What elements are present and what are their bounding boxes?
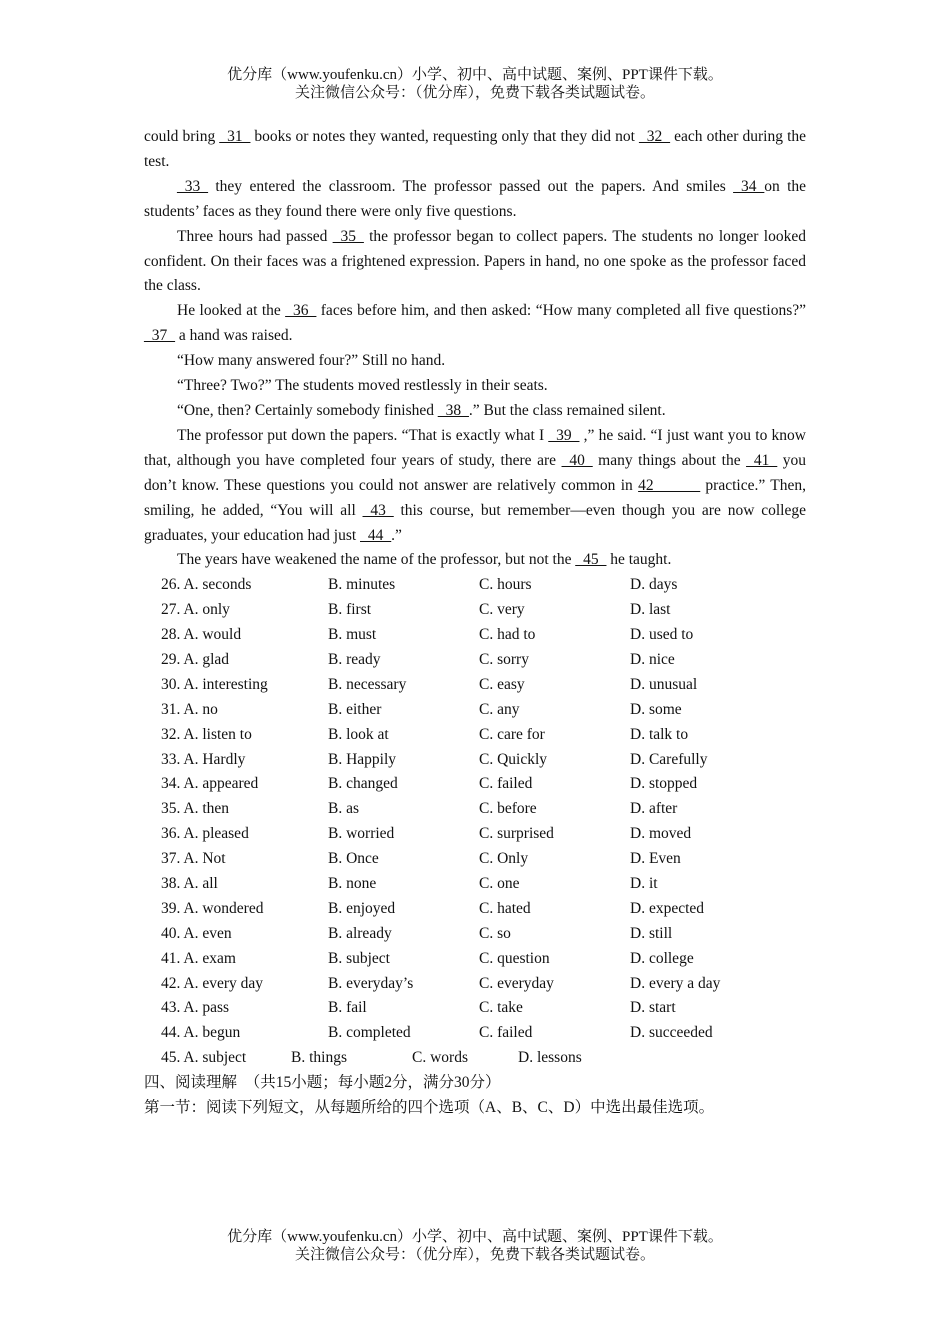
- option-choice: D. moved: [630, 825, 692, 843]
- passage-text: on the students’ faces as they found there were only five questions.: [144, 177, 806, 220]
- option-choice: B. things: [291, 1049, 347, 1067]
- option-choice: C. question: [479, 949, 550, 967]
- passage-text: you don’t know. These questions you could not answer are relatively common in: [144, 451, 806, 494]
- option-choice: D. Carefully: [630, 750, 708, 768]
- option-row: [144, 822, 806, 847]
- answer-blank: _41_: [746, 451, 778, 469]
- answer-blank: _38_: [437, 401, 469, 419]
- option-choice: 33. A. Hardly: [161, 750, 246, 768]
- option-choice: D. college: [630, 949, 694, 967]
- section-title: 四、阅读理解 （共15小题；每小题2分，满分30分）: [144, 1074, 501, 1092]
- answer-blank: _37_: [144, 327, 175, 345]
- option-row: [144, 947, 806, 972]
- passage-text: ,” he said. “I just want you to know that, although you have completed four years of study, there are: [144, 426, 806, 469]
- page-header: [0, 66, 950, 102]
- option-choice: C. surprised: [479, 825, 554, 843]
- option-choice: C. failed: [479, 775, 533, 793]
- passage-text: the professor began to collect papers. The students no longer looked confident. On their faces was a frightened expression. Papers in hand, no one spoke as the professor faced the class.: [144, 227, 806, 295]
- passage-text: The years have weakened the name of the professor, but not the: [177, 551, 576, 569]
- passage-text: each other during the test.: [144, 128, 806, 170]
- option-choice: C. any: [479, 700, 520, 718]
- option-choice: 31. A. no: [161, 700, 218, 718]
- option-choice: B. enjoyed: [328, 899, 396, 917]
- passage-paragraph: [144, 399, 806, 424]
- option-choice: 39. A. wondered: [161, 899, 264, 917]
- option-choice: C. one: [479, 875, 520, 892]
- option-row: [144, 897, 806, 922]
- section-instruction: 第一节：阅读下列短文，从每题所给的四个选项（A、B、C、D）中选出最佳选项。: [144, 1099, 715, 1117]
- answer-blank: _39_: [548, 426, 580, 444]
- option-row: [144, 598, 806, 623]
- option-choice: 42. A. every day: [161, 974, 264, 992]
- option-row: [144, 772, 806, 797]
- option-choice: B. first: [328, 601, 372, 619]
- option-choice: D. used to: [630, 626, 694, 644]
- option-choice: D. unusual: [630, 675, 698, 693]
- option-choice: 26. A. seconds: [161, 576, 252, 594]
- passage-text: .”: [391, 526, 402, 544]
- passage-text: .” But the class remained silent.: [468, 401, 666, 419]
- option-choice: 36. A. pleased: [161, 825, 249, 843]
- answer-blank: _33_: [177, 177, 208, 195]
- option-row: [144, 922, 806, 947]
- passage-text: practice.” Then, smiling, he added, “You will all: [144, 476, 807, 519]
- option-choice: 30. A. interesting: [161, 675, 268, 693]
- passage-text: “Three? Two?” The students moved restlessly in their seats.: [177, 377, 548, 395]
- option-choice: B. look at: [328, 725, 389, 743]
- option-choice: 34. A. appeared: [161, 775, 259, 793]
- passage-text: could bring: [144, 128, 220, 145]
- option-choice: 44. A. begun: [161, 1024, 241, 1042]
- passage-text: “One, then? Certainly somebody finished: [177, 401, 438, 419]
- passage-paragraph: [144, 424, 806, 549]
- passage-text: The professor put down the papers. “That is exactly what I: [177, 426, 549, 444]
- option-row: [144, 698, 806, 723]
- passage-paragraph: [144, 125, 806, 175]
- answer-blank: _31_: [219, 128, 251, 145]
- option-choice: B. must: [328, 626, 377, 644]
- answer-options: [144, 573, 806, 1071]
- option-choice: D. last: [630, 601, 671, 619]
- option-choice: 40. A. even: [161, 924, 232, 942]
- footer-site-line: 优分库（www.youfenku.cn）小学、初中、高中试题、案例、PPT课件下载。: [227, 1229, 723, 1245]
- option-choice: 38. A. all: [161, 875, 218, 892]
- option-choice: 41. A. exam: [161, 949, 236, 967]
- option-choice: D. lessons: [518, 1049, 582, 1067]
- option-choice: B. already: [328, 924, 392, 942]
- option-choice: B. as: [328, 800, 359, 818]
- answer-blank: _35_: [332, 227, 364, 245]
- option-choice: C. very: [479, 601, 525, 619]
- option-choice: C. sorry: [479, 650, 529, 668]
- passage-paragraph: [144, 299, 806, 349]
- answer-blank: _44_: [360, 526, 392, 544]
- option-row: [144, 847, 806, 872]
- option-row: [144, 748, 806, 773]
- answer-blank: _40_: [561, 451, 593, 469]
- option-choice: C. Only: [479, 850, 529, 868]
- passage-paragraph: [144, 548, 806, 573]
- option-choice: C. had to: [479, 626, 536, 644]
- page-footer: [0, 1228, 950, 1264]
- option-choice: B. Happily: [328, 750, 397, 768]
- passage-text: books or notes they wanted, requesting only that they did not: [250, 128, 640, 145]
- option-choice: B. Once: [328, 850, 379, 868]
- option-choice: B. either: [328, 700, 382, 718]
- passage-text: this course, but remember—even though you are now college graduates, your education had just: [144, 501, 806, 544]
- passage-text: a hand was raised.: [175, 327, 293, 345]
- option-choice: B. minutes: [328, 576, 396, 594]
- option-choice: B. subject: [328, 949, 390, 967]
- option-choice: 43. A. pass: [161, 999, 230, 1017]
- option-choice: B. worried: [328, 825, 395, 843]
- passage-paragraph: [144, 374, 806, 399]
- option-choice: C. easy: [479, 675, 525, 693]
- cloze-passage: [144, 125, 806, 573]
- option-choice: D. Even: [630, 850, 681, 868]
- option-row: [144, 723, 806, 748]
- option-choice: D. expected: [630, 899, 705, 917]
- option-choice: C. Quickly: [479, 750, 548, 768]
- option-row: [144, 673, 806, 698]
- option-choice: B. necessary: [328, 675, 407, 693]
- passage-text: many things about the: [592, 451, 747, 469]
- option-choice: 35. A. then: [161, 800, 230, 818]
- option-row: [144, 996, 806, 1021]
- passage-text: he taught.: [606, 551, 672, 569]
- option-choice: D. every a day: [630, 974, 721, 992]
- option-choice: C. take: [479, 999, 523, 1017]
- option-choice: B. completed: [328, 1024, 411, 1042]
- passage-paragraph: [144, 349, 806, 374]
- option-choice: 45. A. subject: [161, 1049, 247, 1067]
- option-row: [144, 648, 806, 673]
- option-choice: D. days: [630, 576, 678, 594]
- answer-blank: _36_: [285, 302, 317, 320]
- option-choice: 29. A. glad: [161, 650, 230, 668]
- option-choice: C. failed: [479, 1024, 533, 1042]
- answer-blank: _34_: [733, 177, 765, 195]
- option-choice: D. succeeded: [630, 1024, 713, 1042]
- option-choice: C. everyday: [479, 974, 554, 992]
- answer-blank: _32_: [639, 128, 671, 145]
- passage-text: He looked at the: [177, 302, 286, 320]
- passage-text: Three hours had passed: [177, 227, 333, 245]
- option-choice: C. hours: [479, 576, 532, 594]
- option-choice: D. nice: [630, 650, 675, 668]
- option-row: [144, 872, 806, 897]
- option-row: [144, 623, 806, 648]
- option-row: [144, 797, 806, 822]
- answer-blank: _45_: [575, 551, 607, 569]
- option-choice: C. care for: [479, 725, 545, 743]
- option-choice: D. start: [630, 999, 676, 1017]
- option-row: [144, 972, 806, 997]
- option-choice: D. stopped: [630, 775, 698, 793]
- option-row: [144, 1046, 806, 1071]
- footer-wechat-line: 关注微信公众号：（优分库），免费下载各类试题试卷。: [294, 1247, 655, 1263]
- option-row: [144, 573, 806, 598]
- exam-content: [144, 125, 806, 1121]
- option-choice: 27. A. only: [161, 601, 230, 619]
- header-site-line: 优分库（www.youfenku.cn）小学、初中、高中试题、案例、PPT课件下载。: [227, 67, 723, 83]
- option-choice: D. still: [630, 924, 673, 942]
- answer-blank: _43_: [362, 501, 394, 519]
- option-choice: 28. A. would: [161, 626, 242, 644]
- option-choice: B. everyday’s: [328, 974, 414, 992]
- option-choice: D. talk to: [630, 725, 689, 743]
- option-choice: C. hated: [479, 899, 531, 917]
- answer-blank: 42______: [638, 476, 701, 494]
- option-choice: B. fail: [328, 999, 367, 1017]
- option-choice: C. before: [479, 800, 537, 818]
- option-choice: C. so: [479, 924, 511, 942]
- option-choice: B. none: [328, 875, 377, 892]
- option-choice: D. some: [630, 700, 682, 718]
- passage-text: “How many answered four?” Still no hand.: [177, 352, 446, 370]
- option-choice: 37. A. Not: [161, 850, 226, 868]
- option-choice: B. ready: [328, 650, 381, 668]
- option-choice: B. changed: [328, 775, 398, 793]
- passage-text: they entered the classroom. The professor passed out the papers. And smiles: [208, 177, 734, 195]
- passage-paragraph: [144, 225, 806, 300]
- passage-paragraph: [144, 175, 806, 225]
- option-choice: D. after: [630, 800, 678, 818]
- option-row: [144, 1021, 806, 1046]
- passage-text: faces before him, and then asked: “How many completed all five questions?”: [316, 302, 806, 320]
- option-choice: D. it: [630, 875, 658, 892]
- option-choice: 32. A. listen to: [161, 725, 252, 743]
- header-wechat-line: 关注微信公众号：（优分库），免费下载各类试题试卷。: [294, 85, 655, 101]
- option-choice: C. words: [412, 1049, 468, 1067]
